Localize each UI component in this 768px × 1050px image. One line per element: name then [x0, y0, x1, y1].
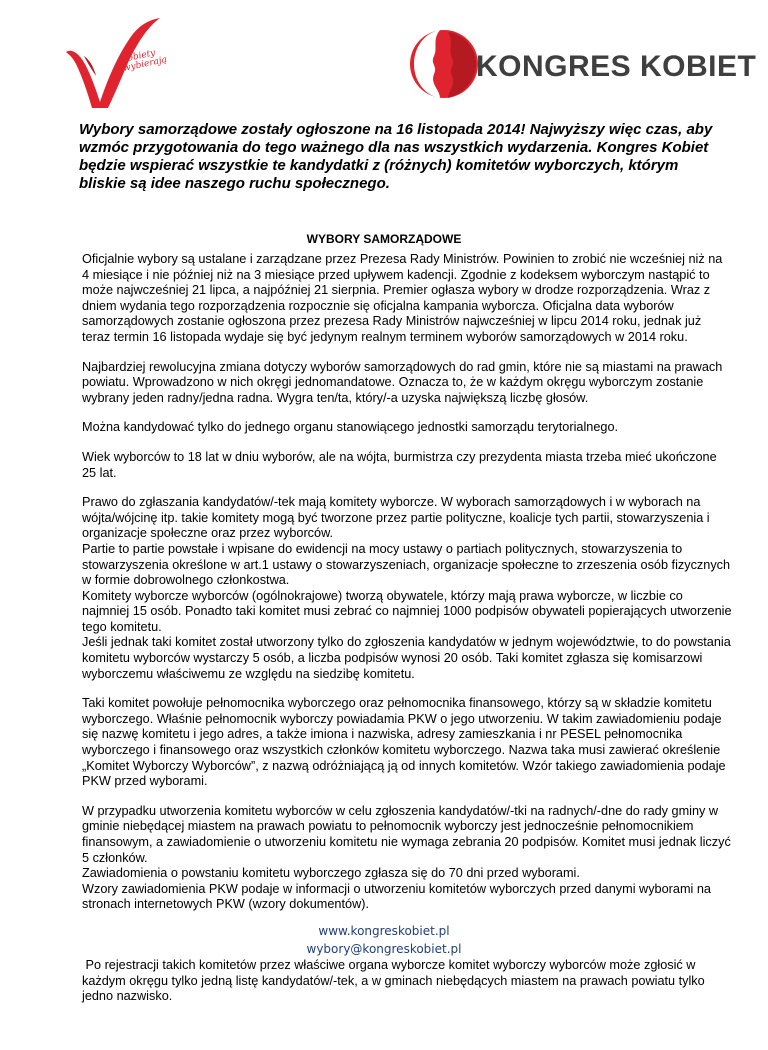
- footer-website-link[interactable]: www.kongreskobiet.pl: [318, 924, 450, 938]
- paragraph-line: Wiek wyborców to 18 lat w dniu wyborów, ale na wójta, burmistrza czy prezydenta miasta trzeba mieć ukończone 25 lat.: [82, 449, 717, 480]
- paragraph-line: Wzory zawiadomienia PKW podaje w informacji o utworzeniu komitetów wyborczych przed danymi wyborami na stronach internetowych PKW (wzory dokumentów).: [82, 881, 711, 912]
- logo-left-text: Kobiety wybierają: [120, 48, 168, 74]
- paragraph-line: Jeśli jednak taki komitet został utworzony tylko do zgłoszenia kandydatów w jednym województwie, to do powstania komitetu wyborców wystarczy 5 osób, a liczba podpisów wynosi 20 osób. Taki komitet zgłasza się komisarzowi wyborczemu właściwemu ze względu na siedzibę komitetu.: [82, 635, 731, 681]
- paragraph-line: Po rejestracji takich komitetów przez właściwe organa wyborcze komitet wyborczy wyborców może zgłosić w każdym okręgu tylko jedną listę kandydatów/-tek, a w gminach niebędących miastem na prawach powiatu tylko jedno nazwisko.: [82, 958, 709, 1004]
- paragraph-2: [82, 360, 732, 407]
- kongres-kobiet-logo: [400, 14, 757, 114]
- paragraph-line: Komitety wyborcze wyborców (ogólnokrajowe) tworzą obywatele, którzy mają prawa wyborcze, w liczbie co najmniej 15 osób. Ponadto taki komitet musi zebrać co najmniej 1000 podpisów obywateli popierających utworzenie tego komitetu.: [82, 588, 732, 634]
- lead-paragraph: Wybory samorządowe zostały ogłoszone na 16 listopada 2014! Najwyższy więc czas, aby wzmóc przygotowania do tego ważnego dla nas wszystkich wydarzenia. Kongres Kobiet będzie wspierać wszystkie te kandydatki z (różnych) komitetów wyborczych, którym bliskie są idee naszego ruchu społecznego.: [79, 121, 713, 192]
- paragraph-line: Można kandydować tylko do jednego organu stanowiącego jednostki samorządu terytorialnego.: [82, 420, 619, 435]
- logo-title: KONGRES KOBIET: [476, 50, 757, 83]
- kobiety-wybieraja-logo: [58, 14, 168, 110]
- footer: [0, 922, 768, 958]
- paragraph-line: Prawo do zgłaszania kandydatów/-tek mają komitety wyborcze. W wyborach samorządowych i w wyborach na wójta/wójcinę itp. takie komitety mogą być tworzone przez partie polityczne, koalicje tych partii, stowarzyszenia i organizacje społeczne oraz przez wyborców.: [82, 495, 710, 541]
- paragraph-7: [82, 804, 732, 913]
- paragraph-line: Zawiadomienia o powstaniu komitetu wyborczego zgłasza się do 70 dni przed wyborami.: [82, 866, 580, 881]
- paragraph-1: [82, 252, 732, 346]
- paragraph-4: [82, 450, 732, 481]
- footer-email-link[interactable]: wybory@kongreskobiet.pl: [306, 942, 462, 956]
- paragraph-line: Najbardziej rewolucyjna zmiana dotyczy wyborów samorządowych do rad gmin, które nie są miastami na prawach powiatu. Wprowadzono w nich okręgi jednomandatowe. Oznacza to, że w każdym okręgu wyborczym zostanie wybrany jeden radny/jedna radna. Wygra ten/ta, który/-a uzyska największą liczbę głosów.: [82, 359, 723, 405]
- paragraph-6: [82, 696, 732, 790]
- faces-logo-icon: [400, 14, 480, 114]
- section-heading: WYBORY SAMORZĄDOWE: [306, 232, 462, 246]
- paragraph-line: Oficjalnie wybory są ustalane i zarządzane przez Prezesa Rady Ministrów. Powinien to zrobić nie wcześniej niż na 4 miesiące i nie później niż na 3 miesiące przed upływem kadencji. Zgodnie z kodeksem wyborczym nastąpić to może najwcześniej 21 lipca, a najpóźniej 21 sierpnia. Premier ogłasza wybory w drodze rozporządzenia. Wraz z dniem wydania tego rozporządzenia rozpocznie się oficjalna kampania wyborcza. Oficjalna data wyborów samorządowych zostanie ogłoszona przez prezesa Rady Ministrów najwcześniej w lipcu 2014 roku, jednak już teraz termin 16 listopada wydaje się być jedynym realnym terminem wyborów samorządowych w 2014 roku.: [82, 252, 723, 344]
- paragraph-line: Partie to partie powstałe i wpisane do ewidencji na mocy ustawy o partiach politycznych, stowarzyszenia to stowarzyszenia określone w art.1 ustawy o stowarzyszeniach, organizacje społeczne to zrzeszenia osób fizycznych w formie dobrowolnego członkostwa.: [82, 541, 731, 588]
- paragraph-line: Taki komitet powołuje pełnomocnika wyborczego oraz pełnomocnika finansowego, którzy są w składzie komitetu wyborczego. Właśnie pełnomocnik wyborczy powiadamia PKW o jego utworzeniu. W takim zawiadomieniu podaje się nazwę komitetu i jego adres, a także imiona i nazwiska, adresy zamieszkania i nr PESEL pełnomocnika wyborczego i finansowego oraz wszystkich członków komitetu wyborczego. Nazwa taka musi zawierać określenie „Komitet Wyborczy Wyborców”, z nazwą odróżniającą ją od innych komitetów. Wzór takiego zawiadomienia podaje PKW przed wyborami.: [82, 696, 726, 789]
- paragraph-5: [82, 495, 732, 682]
- paragraph-3: [82, 420, 732, 436]
- paragraph-line: W przypadku utworzenia komitetu wyborców w celu zgłoszenia kandydatów/-tki na radnych/-dne do rady gminy w gminie niebędącej miastem na prawach powiatu to pełnomocnik wyborczy jest jednocześnie pełnomocnikiem finansowym, a zawiadomienie o utworzeniu komitetu nie wymaga zebrania 20 podpisów. Komitet musi jednak liczyć 5 członków.: [82, 803, 731, 865]
